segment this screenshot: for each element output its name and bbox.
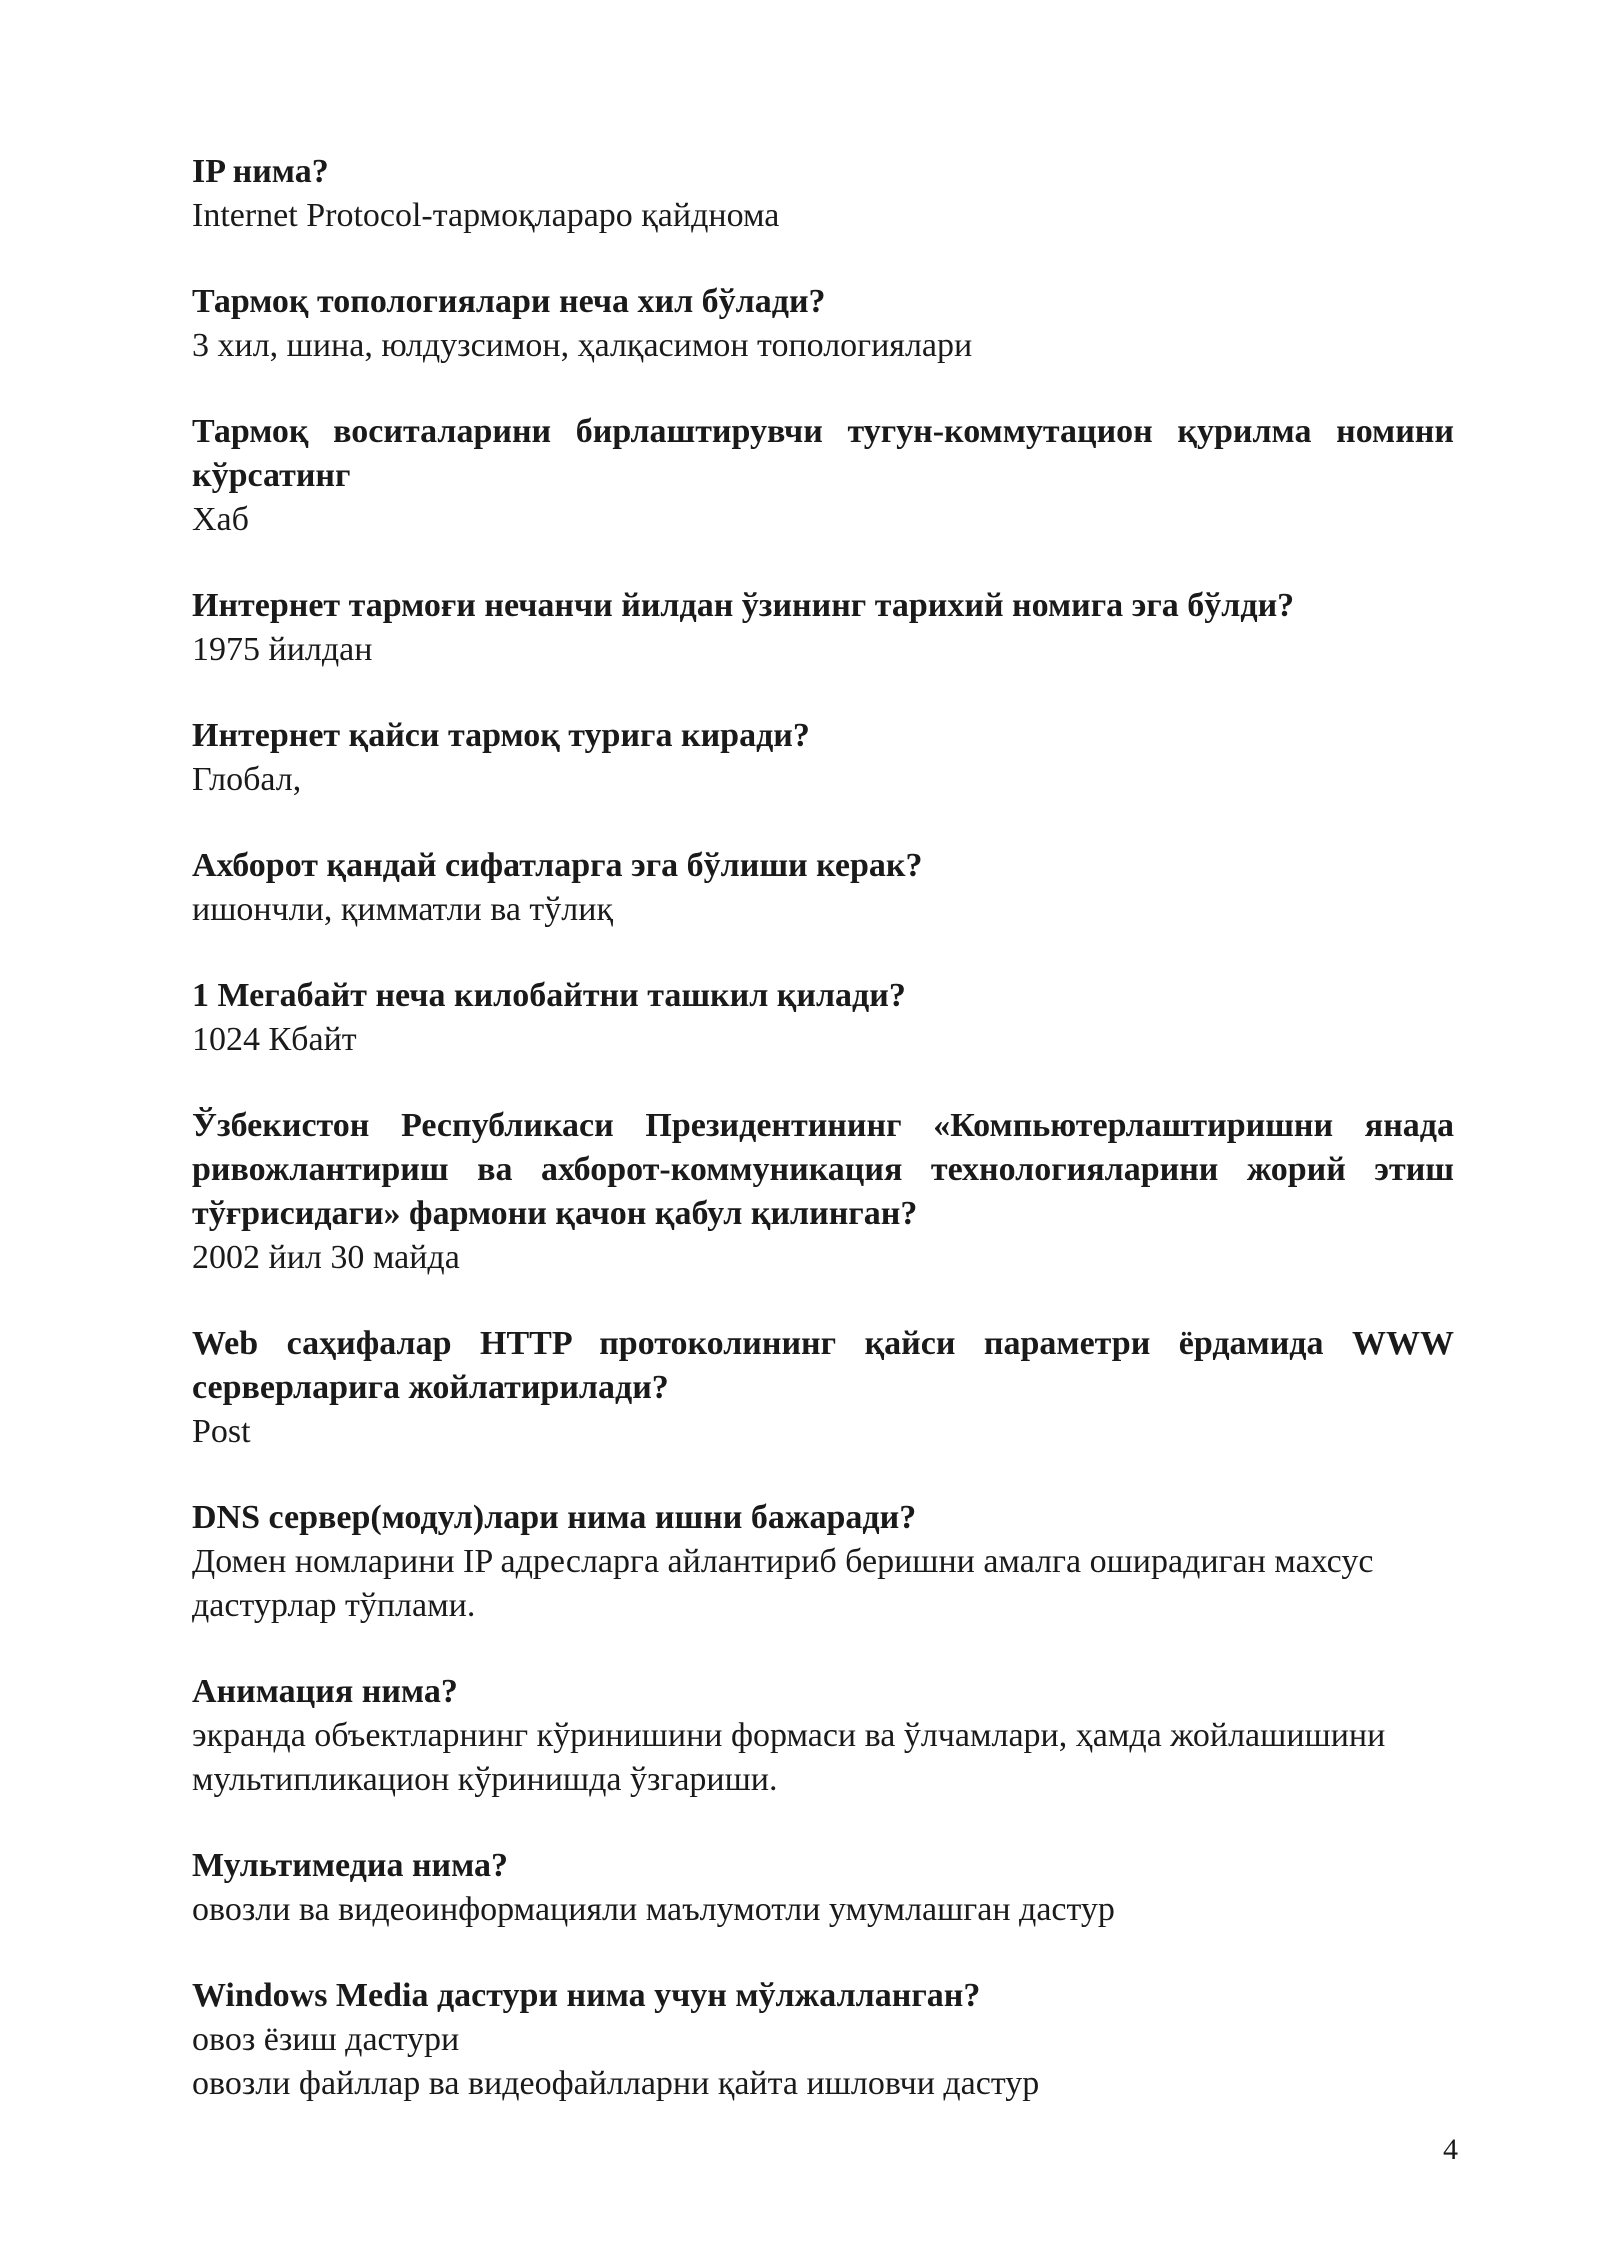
qa-item — [192, 1104, 1454, 1280]
question: Интернет қайси тармоқ турига киради? — [192, 717, 810, 754]
question: Ахборот қандай сифатларга эга бўлиши керак? — [192, 847, 923, 884]
answer: 2002 йил 30 майда — [192, 1239, 460, 1276]
qa-item — [192, 584, 1454, 672]
qa-item — [192, 410, 1454, 542]
answer: овозли файллар ва видеофайлларни қайта ишловчи дастур — [192, 2065, 1040, 2102]
answer: ишончли, қимматли ва тўлиқ — [192, 891, 613, 928]
answer: Internet Protocol-тармоқлараро қайднома — [192, 197, 780, 234]
question: Windows Media дастури нима учун мўлжалланган? — [192, 1977, 981, 2014]
qa-item — [192, 844, 1454, 932]
answer: экранда объектларнинг кўринишини формаси ва ўлчамлари, ҳамда жойлашишини мультипликацион кўринишда ўзгариши. — [192, 1717, 1386, 1798]
qa-list — [192, 150, 1454, 2148]
answer: овозли ва видеоинформацияли маълумотли умумлашган дастур — [192, 1891, 1115, 1928]
qa-item — [192, 1670, 1454, 1802]
answer: 1024 Кбайт — [192, 1021, 357, 1058]
qa-item — [192, 1974, 1454, 2106]
answer: Домен номларини IP адресларга айлантириб беришни амалга оширадиган махсус дастурлар тўплами. — [192, 1543, 1374, 1624]
question: DNS сервер(модул)лари нима ишни бажаради? — [192, 1499, 917, 1536]
question: Мультимедиа нима? — [192, 1847, 509, 1884]
page-number: 4 — [1443, 2133, 1458, 2166]
qa-item — [192, 1496, 1454, 1628]
answer: 3 хил, шина, юлдузсимон, ҳалқасимон топологиялари — [192, 327, 973, 364]
question: 1 Мегабайт неча килобайтни ташкил қилади? — [192, 977, 906, 1014]
question: Ўзбекистон Республикаси Президентининг «Компьютерлаштиришни янада ривожлантириш ва ахборот-коммуникация технологияларини жорий этиш тўғрисидаги» фармони қачон қабул қилинган? — [192, 1107, 1454, 1232]
question: Тармоқ топологиялари неча хил бўлади? — [192, 283, 826, 320]
answer: Глобал, — [192, 761, 302, 798]
qa-item — [192, 1322, 1454, 1454]
question: Анимация нима? — [192, 1673, 458, 1710]
qa-item — [192, 714, 1454, 802]
question: Тармоқ воситаларини бирлаштирувчи тугун-коммутацион қурилма номини кўрсатинг — [192, 413, 1454, 494]
question: Интернет тармоғи нечанчи йилдан ўзининг тарихий номига эга бўлди? — [192, 587, 1295, 624]
qa-item — [192, 1844, 1454, 1932]
answer: Хаб — [192, 501, 249, 538]
answer: Post — [192, 1413, 251, 1450]
qa-item — [192, 150, 1454, 238]
answer: 1975 йилдан — [192, 631, 373, 668]
question: IP нима? — [192, 153, 329, 190]
qa-item — [192, 974, 1454, 1062]
answer: овоз ёзиш дастури — [192, 2021, 460, 2058]
question: Web саҳифалар HTTP протоколининг қайси параметри ёрдамида WWW серверларига жойлатирилади? — [192, 1325, 1454, 1406]
qa-item — [192, 280, 1454, 368]
